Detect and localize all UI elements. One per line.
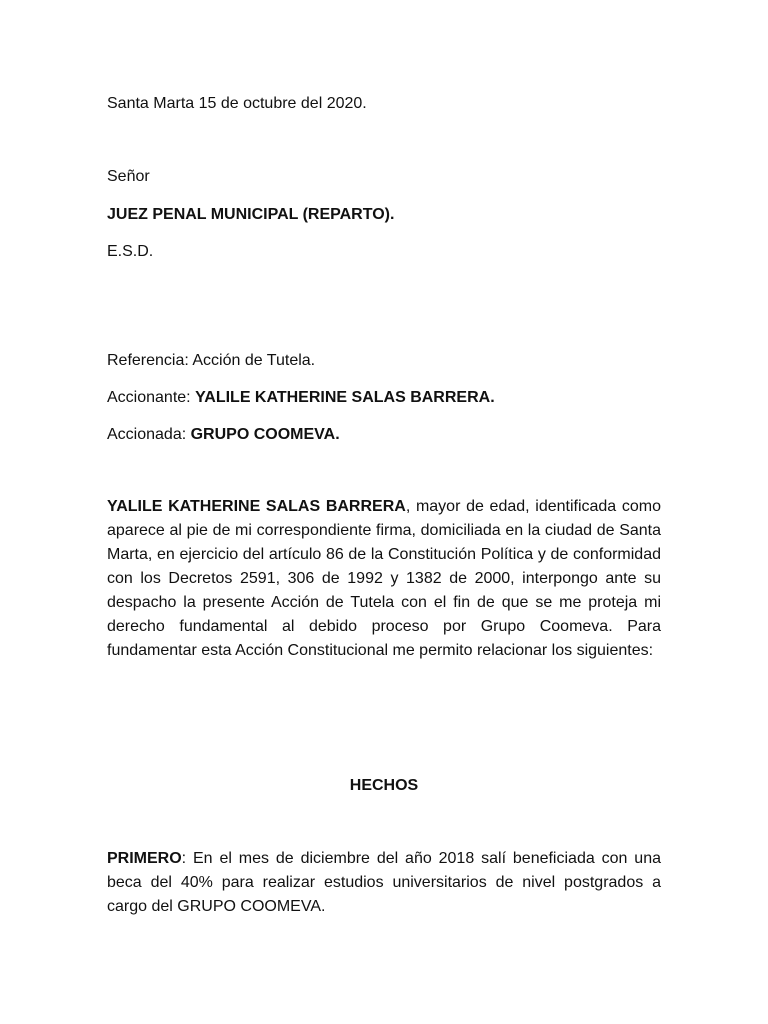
hechos-heading: HECHOS xyxy=(349,777,419,794)
accionada-line xyxy=(107,425,340,445)
esd-line: E.S.D. xyxy=(107,243,154,260)
accionante-label: Accionante: xyxy=(107,389,196,406)
primero-paragraph xyxy=(107,847,661,919)
intro-text: , mayor de edad, identificada como aparece al pie de mi correspondiente firma, domiciliada en la ciudad de Santa Marta, en ejercicio del artículo 86 de la Constitución Política y de conformidad con los Decretos 2591, 306 de 1992 y 1382 de 2000, interpongo ante su despacho la presente Acción de Tutela con el fin de que se me proteja mi derecho fundamental al debido proceso por Grupo Coomeva. Para fundamentar esta Acción Constitucional me permito relacionar los siguientes: xyxy=(107,498,662,659)
accionada-value: GRUPO COOMEVA. xyxy=(190,426,340,443)
accionante-value: YALILE KATHERINE SALAS BARRERA. xyxy=(195,389,495,406)
intro-paragraph xyxy=(107,495,661,663)
primero-text: : En el mes de diciembre del año 2018 salí beneficiada con una beca del 40% para realizar estudios universitarios de nivel postgrados a cargo del GRUPO COOMEVA. xyxy=(107,850,661,915)
accionante-line xyxy=(107,388,495,408)
intro-name: YALILE KATHERINE SALAS BARRERA xyxy=(107,498,406,515)
reference-line: Referencia: Acción de Tutela. xyxy=(107,352,316,369)
salutation: Señor xyxy=(107,168,150,185)
date-line: Santa Marta 15 de octubre del 2020. xyxy=(107,95,367,112)
addressee: JUEZ PENAL MUNICIPAL (REPARTO). xyxy=(107,206,395,223)
primero-label: PRIMERO xyxy=(107,850,182,867)
accionada-label: Accionada: xyxy=(107,426,191,443)
